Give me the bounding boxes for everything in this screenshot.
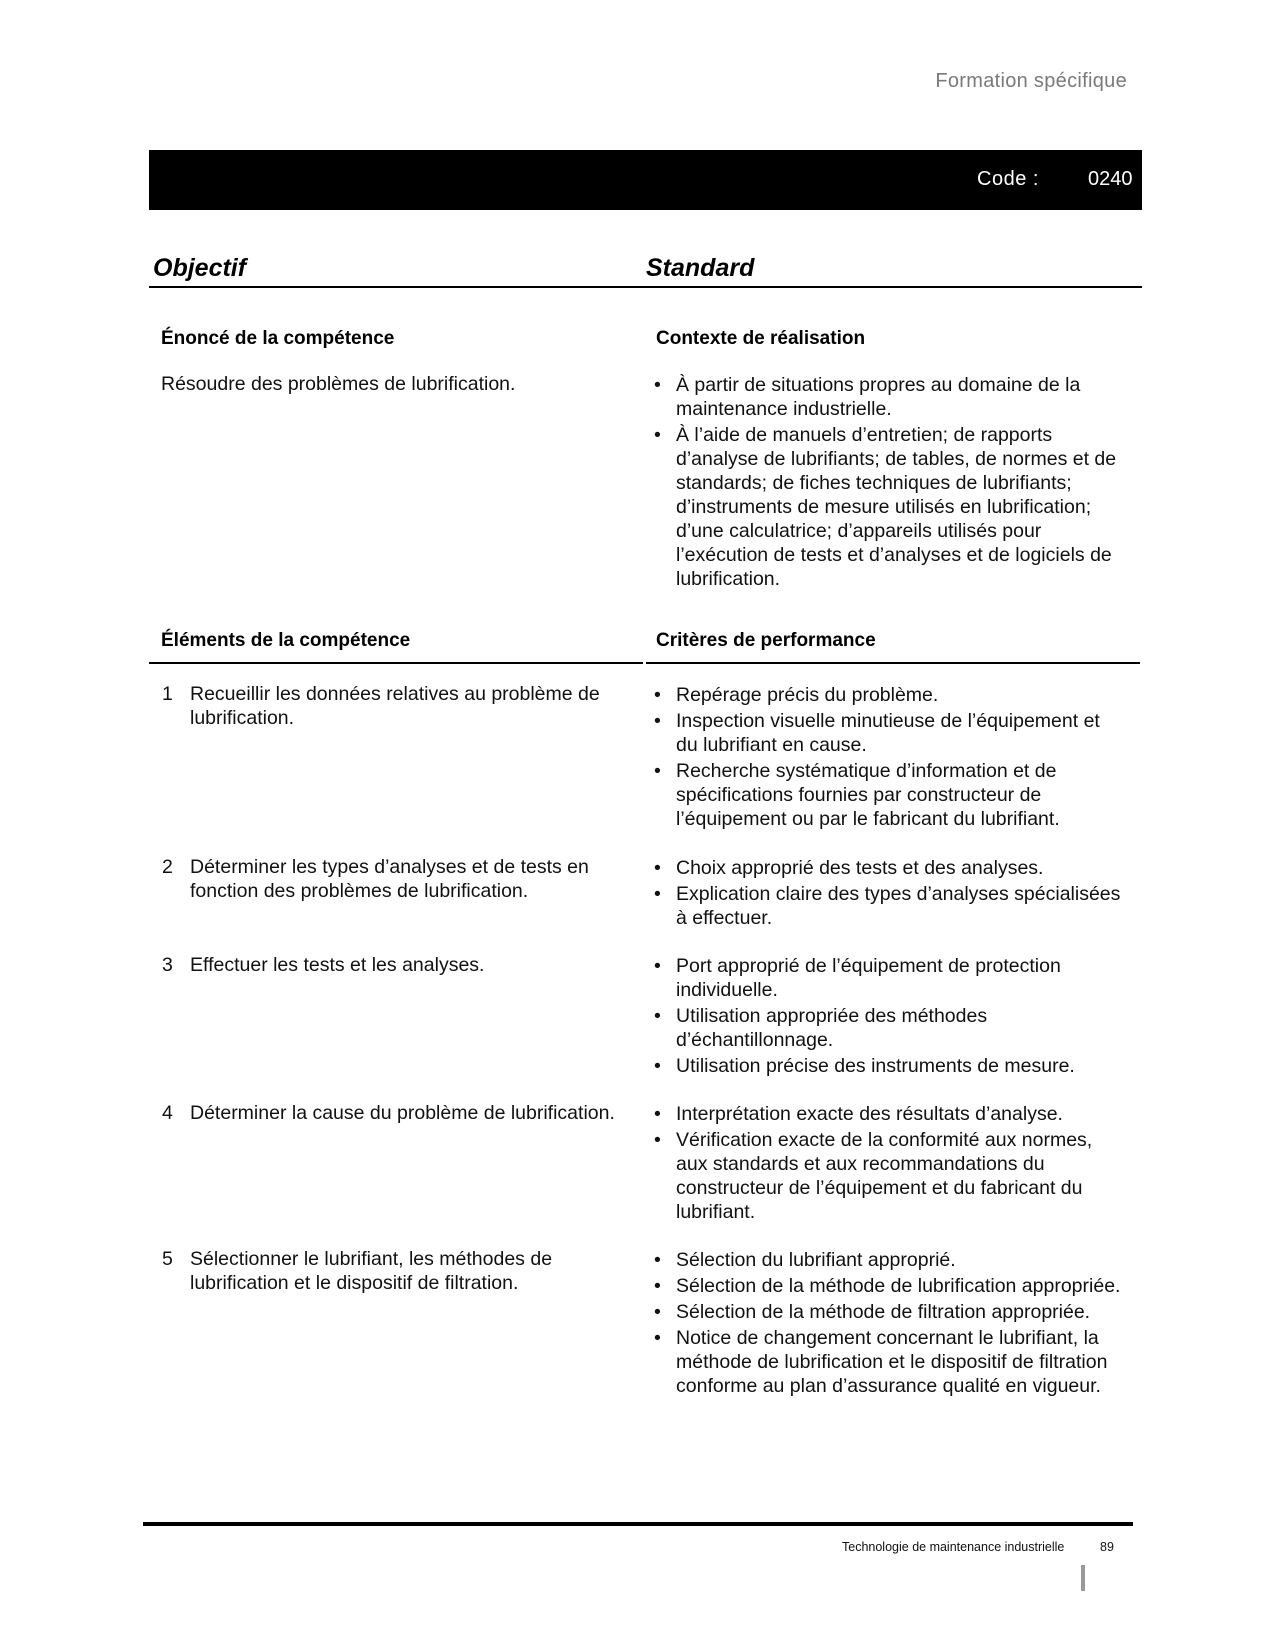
elements-divider — [149, 662, 643, 664]
element-text: Recueillir les données relatives au problème de lubrification. — [190, 683, 600, 729]
criteria-item: • Interprétation exacte des résultats d’analyse. — [654, 1103, 1063, 1125]
bullet-icon: • — [654, 1327, 661, 1349]
element-item — [162, 855, 632, 903]
element-text: Effectuer les tests et les analyses. — [190, 954, 485, 976]
criteria-list — [652, 683, 1122, 833]
bullet-icon: • — [654, 857, 661, 879]
standard-title: Standard — [646, 254, 755, 282]
competence-text: Résoudre des problèmes de lubrification. — [161, 373, 516, 395]
footer-title: Technologie de maintenance industrielle — [842, 1540, 1065, 1554]
element-item — [162, 1101, 632, 1125]
element-number: 4 — [162, 1102, 173, 1124]
element-item — [162, 953, 632, 977]
criteria-item: • Sélection du lubrifiant approprié. — [654, 1249, 956, 1271]
element-number: 1 — [162, 683, 173, 705]
bullet-icon: • — [654, 955, 661, 977]
bullet-icon: • — [654, 424, 661, 446]
criteres-divider — [646, 662, 1140, 664]
criteria-list — [652, 856, 1122, 932]
code-value: 0240 — [1088, 168, 1133, 190]
contexte-list — [652, 373, 1126, 593]
bullet-icon: • — [654, 1129, 661, 1151]
footer-marker — [1081, 1565, 1085, 1591]
code-label: Code : — [977, 168, 1039, 190]
bullet-icon: • — [654, 1249, 661, 1271]
elements-heading: Éléments de la compétence — [161, 630, 411, 651]
element-item — [162, 682, 632, 730]
code-band — [149, 150, 1142, 210]
criteres-heading: Critères de performance — [656, 630, 876, 651]
criteria-item: • Recherche systématique d’information et de spécifications fournies par constructeur de l’équipement ou par le fabricant du lubrifiant. — [654, 760, 1060, 830]
element-number: 2 — [162, 856, 173, 878]
criteria-list — [652, 1248, 1122, 1400]
criteria-item: • Sélection de la méthode de filtration appropriée. — [654, 1301, 1091, 1323]
bullet-icon: • — [654, 684, 661, 706]
criteria-list — [652, 954, 1122, 1080]
element-number: 3 — [162, 954, 173, 976]
bullet-icon: • — [654, 1055, 661, 1077]
criteria-item: • Choix approprié des tests et des analyses. — [654, 857, 1044, 879]
footer-divider — [143, 1522, 1133, 1526]
criteria-item: • Inspection visuelle minutieuse de l’équipement et du lubrifiant en cause. — [654, 710, 1100, 756]
criteria-item: • Utilisation précise des instruments de mesure. — [654, 1055, 1075, 1077]
contexte-item: • À l’aide de manuels d’entretien; de rapports d’analyse de lubrifiants; de tables, de normes et de standards; de fiches techniques de lubrifiants; d’instruments de mesure utilisés en lubrification; d’une calculatrice; d’appareils utilisés pour l’exécution de tests et d’analyses et de logiciels de lubrification. — [654, 424, 1117, 590]
competence-heading: Énoncé de la compétence — [161, 328, 395, 349]
header-divider — [149, 286, 1142, 288]
criteria-item: • Repérage précis du problème. — [654, 684, 939, 706]
element-text: Déterminer les types d’analyses et de tests en fonction des problèmes de lubrification. — [190, 856, 589, 902]
contexte-heading: Contexte de réalisation — [656, 328, 866, 349]
bullet-icon: • — [654, 374, 661, 396]
bullet-icon: • — [654, 1301, 661, 1323]
criteria-item: • Port approprié de l’équipement de protection individuelle. — [654, 955, 1061, 1001]
bullet-icon: • — [654, 1275, 661, 1297]
bullet-icon: • — [654, 1103, 661, 1125]
contexte-item: • À partir de situations propres au domaine de la maintenance industrielle. — [654, 374, 1081, 420]
bullet-icon: • — [654, 760, 661, 782]
criteria-list — [652, 1102, 1122, 1226]
objectif-title: Objectif — [153, 254, 247, 282]
bullet-icon: • — [654, 883, 661, 905]
criteria-item: • Sélection de la méthode de lubrification appropriée. — [654, 1275, 1121, 1297]
criteria-item: • Utilisation appropriée des méthodes d’échantillonnage. — [654, 1005, 988, 1051]
element-text: Déterminer la cause du problème de lubrification. — [190, 1102, 615, 1124]
element-item — [162, 1247, 632, 1295]
criteria-item: • Explication claire des types d’analyses spécialisées à effectuer. — [654, 883, 1121, 929]
bullet-icon: • — [654, 1005, 661, 1027]
criteria-item: • Notice de changement concernant le lubrifiant, la méthode de lubrification et le dispositif de filtration conforme au plan d’assurance qualité en vigueur. — [654, 1327, 1108, 1397]
criteria-item: • Vérification exacte de la conformité aux normes, aux standards et aux recommandations du constructeur de l’équipement et du fabricant du lubrifiant. — [654, 1129, 1093, 1223]
page-number: 89 — [1100, 1540, 1114, 1554]
element-number: 5 — [162, 1248, 173, 1270]
element-text: Sélectionner le lubrifiant, les méthodes de lubrification et le dispositif de filtration. — [190, 1248, 553, 1294]
bullet-icon: • — [654, 710, 661, 732]
running-header: Formation spécifique — [935, 70, 1127, 92]
